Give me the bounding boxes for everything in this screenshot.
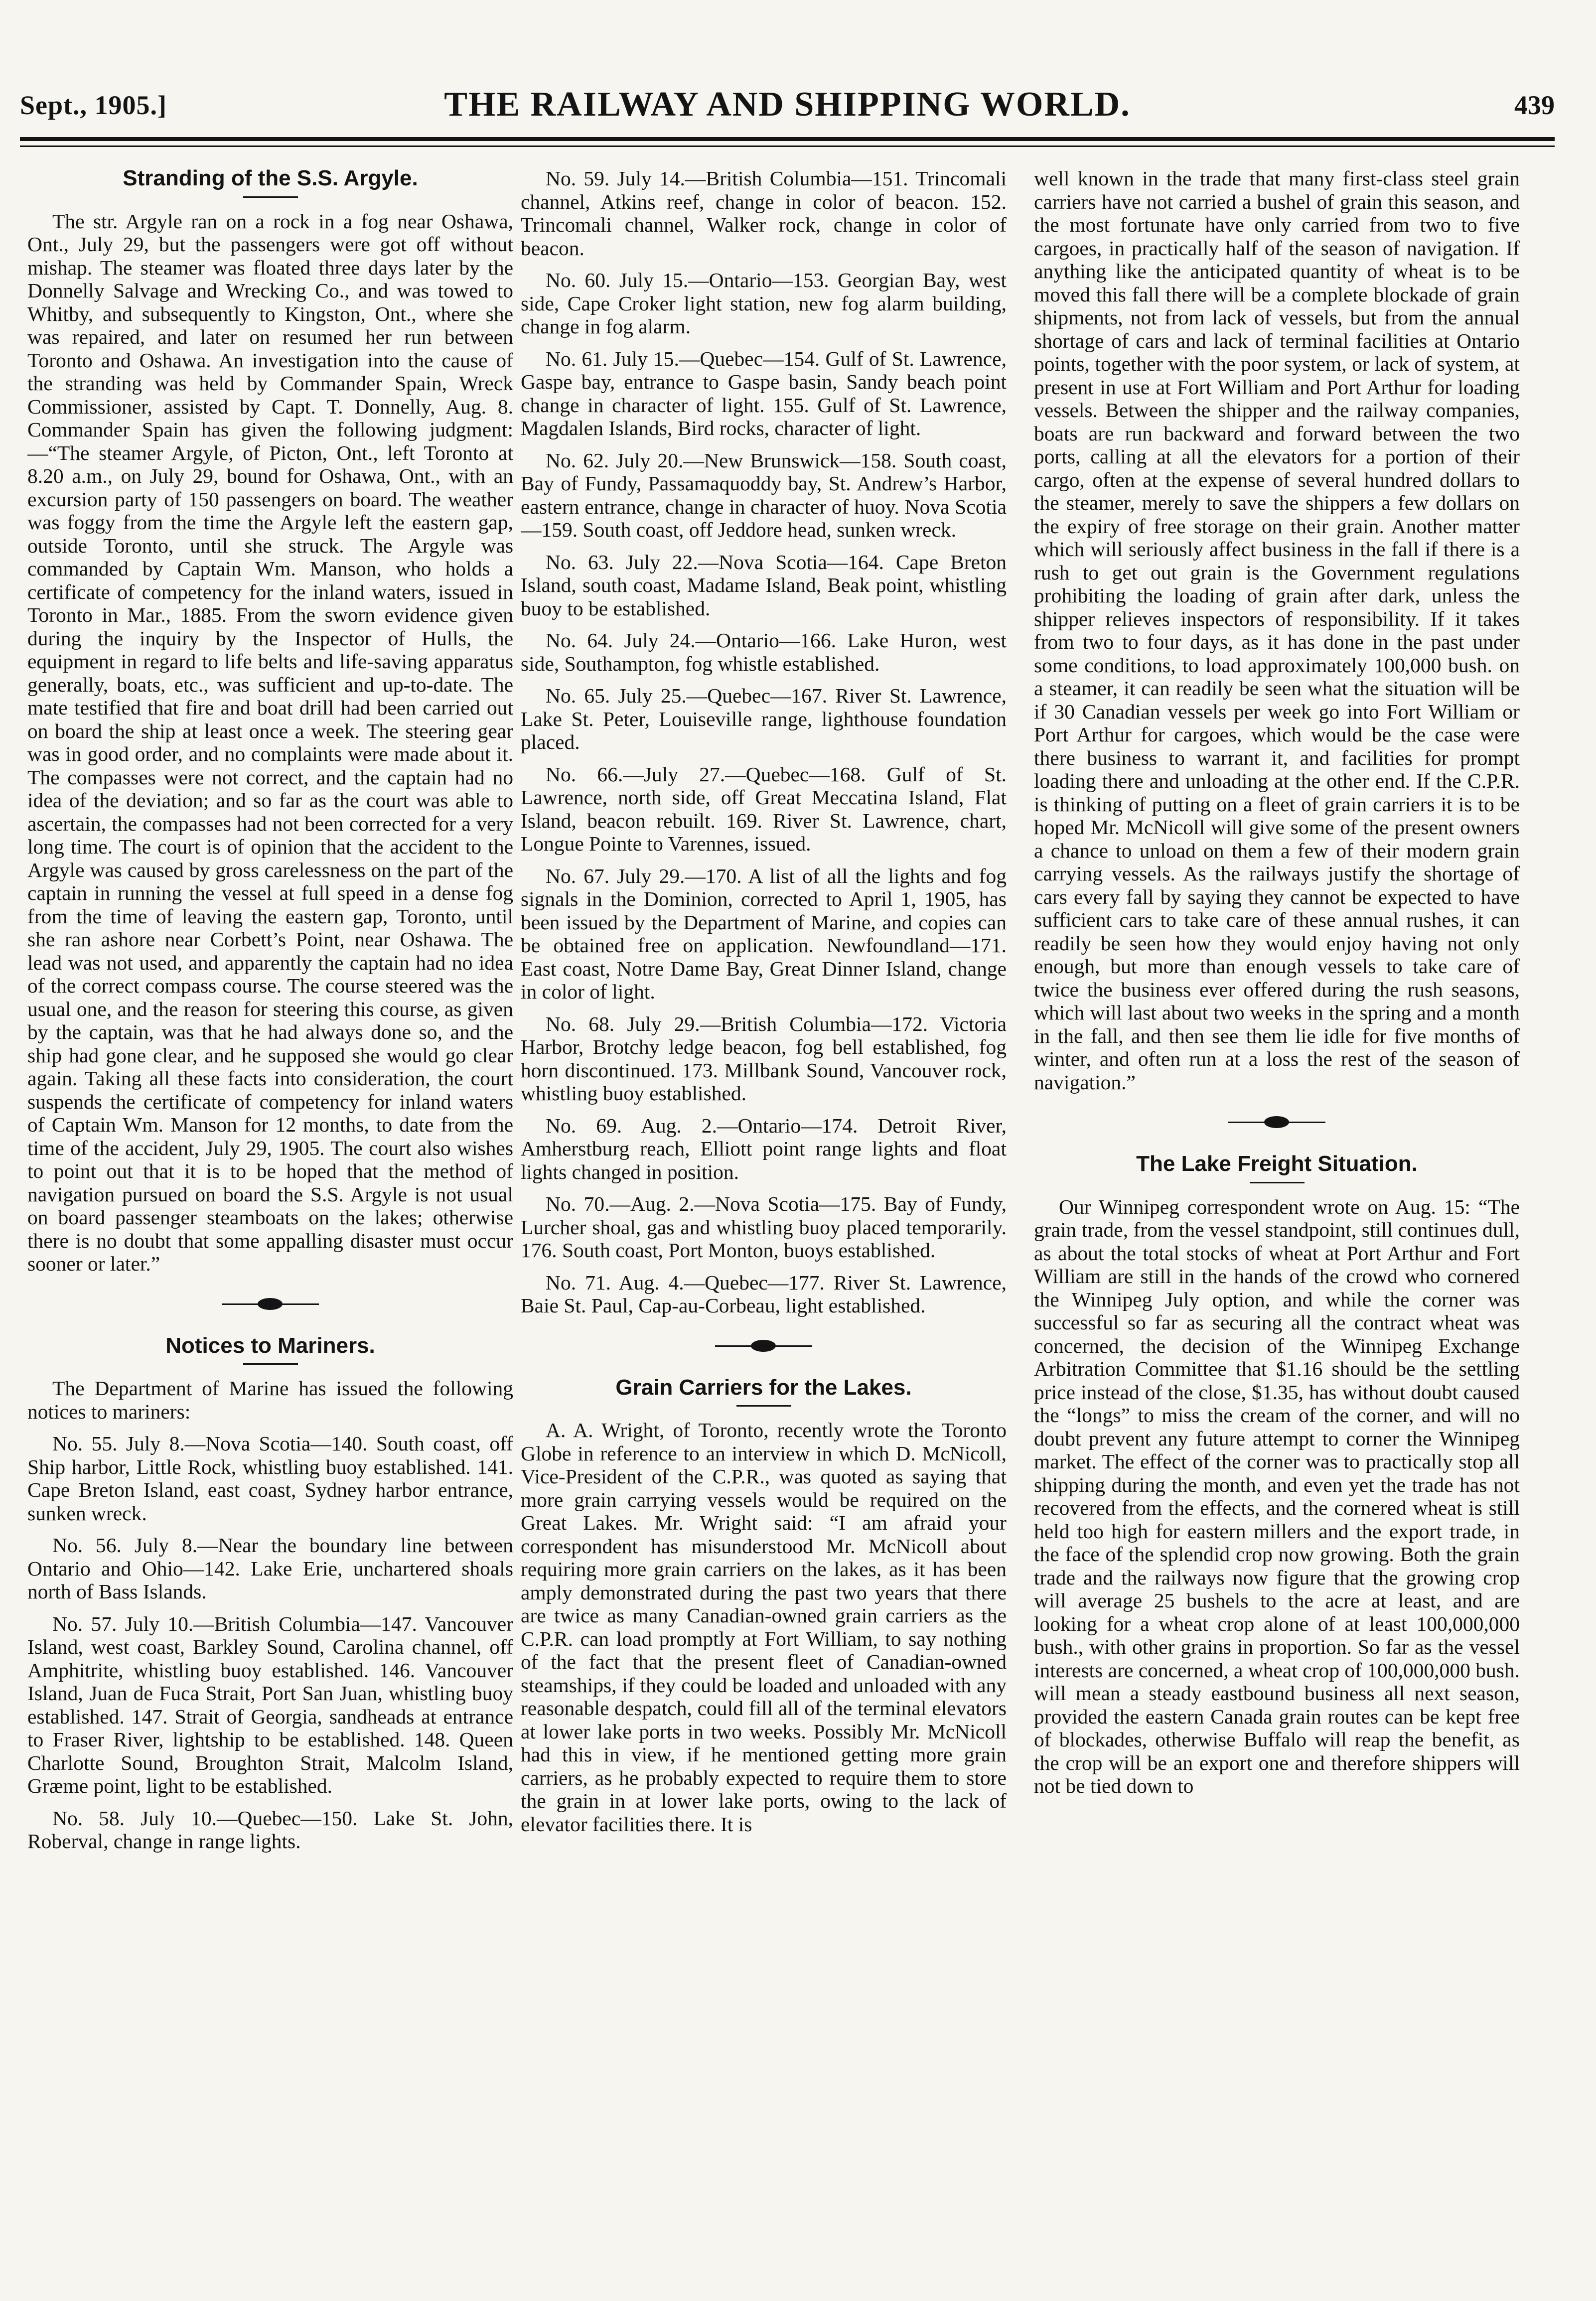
article-title-mariners: Notices to Mariners. [165,1333,375,1358]
article-divider [521,1336,1007,1356]
notice-paragraph: No. 63. July 22.—Nova Scotia—164. Cape Breton Island, south coast, Madame Island, Beak point, whistling buoy to be established. [521,550,1007,620]
column-2 [521,167,1007,2185]
notice-paragraph: No. 57. July 10.—British Columbia—147. Vancouver Island, west coast, Barkley Sound, Carolina channel, off Amphitrite, whistling buoy established. 146. Vancouver Island, Juan de Fuca Strait, Port San Juan, whistling buoy established. 147. Strait of Georgia, sandheads at entrance to Fraser River, lightship to be established. 148. Queen Charlotte Sound, Broughton Strait, Malcolm Island, Græme point, light to be established. [27,1612,513,1797]
title-rule [1250,1182,1305,1183]
article-paragraph: A. A. Wright, of Toronto, recently wrote the Toronto Globe in reference to an interview in which D. McNicoll, Vice-President of the C.P.R., was quoted as saying that more grain carrying vessels would be required on the Great Lakes. Mr. Wright said: “I am afraid your correspondent has misunderstood Mr. McNicoll about requiring more grain carriers on the lakes, as it has been amply demonstrated during the past two years that there are twice as many Canadian-owned grain carriers as the C.P.R. can load promptly at Fort William, to say nothing of the fact that the present fleet of Canadian-owned steamships, if they could be loaded and unloaded with any reasonable despatch, could fill all of the terminal elevators at lower lake ports in two weeks. Possibly Mr. McNicoll had this in view, if he mentioned getting more grain carriers, as he probably expected to require them to store the grain in at lower lake ports, owing to the lack of elevator facilities there. It is [521,1419,1007,1836]
header-rule-thick [20,137,1555,141]
notice-paragraph: No. 55. July 8.—Nova Scotia—140. South coast, off Ship harbor, Little Rock, whistling buoy established. 141. Cape Breton Island, east coast, Sydney harbor entrance, sunken wreck. [27,1432,513,1525]
notice-paragraph: No. 68. July 29.—British Columbia—172. Victoria Harbor, Brotchy ledge beacon, fog bell established, fog horn discontinued. 173. Millbank Sound, Vancouver rock, whistling buoy established. [521,1012,1007,1105]
notice-paragraph: No. 71. Aug. 4.—Quebec—177. River St. Lawrence, Baie St. Paul, Cap-au-Corbeau, light established. [521,1271,1007,1317]
page-number: 439 [1514,90,1555,120]
notice-paragraph: No. 65. July 25.—Quebec—167. River St. Lawrence, Lake St. Peter, Louiseville range, lighthouse foundation placed. [521,684,1007,753]
title-rule [243,196,298,198]
page-header [20,85,1555,135]
article-title-argyle: Stranding of the S.S. Argyle. [123,167,418,190]
notice-paragraph: No. 56. July 8.—Near the boundary line between Ontario and Ohio—142. Lake Erie, unchartered shoals north of Bass Islands. [27,1534,513,1603]
notice-paragraph: No. 61. July 15.—Quebec—154. Gulf of St. Lawrence, Gaspe bay, entrance to Gaspe basin, Sandy beach point change in character of light. 155. Gulf of St. Lawrence, Magdalen Islands, Bird rocks, character of light. [521,347,1007,439]
notice-paragraph: No. 60. July 15.—Ontario—153. Georgian Bay, west side, Cape Croker light station, new fog alarm building, change in fog alarm. [521,269,1007,338]
notice-paragraph: No. 59. July 14.—British Columbia—151. Trincomali channel, Atkins reef, change in color of beacon. 152. Trincomali channel, Walker rock, change in color of beacon. [521,167,1007,260]
article-paragraph: Our Winnipeg correspondent wrote on Aug. 15: “The grain trade, from the vessel standpoint, still continues dull, as about the total stocks of wheat at Port Arthur and Fort William are still in the hands of the crowd who cornered the Winnipeg July option, and while the corner was successful so far as securing all the contract wheat was concerned, the decision of the Winnipeg Exchange Arbitration Committee that $1.16 should be the settling price instead of the close, $1.35, has without doubt caused the “longs” to miss the cream of the corner, and will no doubt prevent any future attempt to corner the Winnipeg market. The effect of the corner was to practically stop all shipping during the month, and even yet the trade has not recovered from the effects, and the cornered wheat is still held too high for eastern millers and the export trade, in the face of the splendid crop now growing. Both the grain trade and the railways now figure that the growing crop will average 25 bushels to the acre at least, and are looking for a wheat crop alone of at least 100,000,000 bush., with other grains in proportion. So far as the vessel interests are concerned, a wheat crop of 100,000,000 bush. will mean a steady eastbound business all next season, provided the eastern Canada grain routes can be kept free of blockades, otherwise Buffalo will reap the benefit, as the crop will be an export one and therefore shippers will not be tied down to [1034,1195,1520,1797]
notice-paragraph: No. 58. July 10.—Quebec—150. Lake St. John, Roberval, change in range lights. [27,1806,513,1853]
notice-paragraph: No. 67. July 29.—170. A list of all the lights and fog signals in the Dominion, corrected to April 1, 1905, has been issued by the Department of Marine, and copies can be obtained free on application. Newfoundland—171. East coast, Notre Dame Bay, Great Dinner Island, change in color of light. [521,864,1007,1003]
column-3 [1034,167,1520,2185]
article-divider [27,1294,513,1314]
title-rule [243,1363,298,1365]
notice-paragraph: No. 66.—July 27.—Quebec—168. Gulf of St. Lawrence, north side, off Great Meccatina Island, Flat Island, beacon rebuilt. 169. River St. Lawrence, chart, Longue Pointe to Varennes, issued. [521,762,1007,855]
header-date: Sept., 1905.] [20,90,167,120]
article-title-grain: Grain Carriers for the Lakes. [615,1375,912,1400]
notice-paragraph: No. 69. Aug. 2.—Ontario—174. Detroit River, Amherstburg reach, Elliott point range lights and float lights changed in position. [521,1114,1007,1183]
publication-title: THE RAILWAY AND SHIPPING WORLD. [444,85,1131,124]
header-rule-thin [20,145,1555,147]
article-divider [1034,1113,1520,1133]
article-paragraph: The str. Argyle ran on a rock in a fog near Oshawa, Ont., July 29, but the passengers were got off without mishap. The steamer was floated three days later by the Donnelly Salvage and Wrecking Co., and was towed to Whitby, and subsequently to Kingston, Ont., where she was repaired, and later on resumed her run between Toronto and Oshawa. An investigation into the cause of the stranding was held by Commander Spain, Wreck Commissioner, assisted by Capt. T. Donnelly, Aug. 8. Commander Spain has given the following judgment:—“The steamer Argyle, of Picton, Ont., left Toronto at 8.20 a.m., on July 29, bound for Oshawa, Ont., with an excursion party of 150 passengers on board. The weather was foggy from the time the Argyle left the eastern gap, outside Toronto, until she struck. The Argyle was commanded by Captain Wm. Manson, who holds a certificate of competency for the inland waters, issued in Toronto in Mar., 1885. From the sworn evidence given during the inquiry by the Inspector of Hulls, the equipment in regard to life belts and life-saving apparatus generally, boats, etc., was sufficient and up-to-date. The mate testified that fire and boat drill had been carried out on board the ship at least once a week. The steering gear was in good order, and no complaints were made about it. The compasses were not correct, and the captain had no idea of the deviation; and so far as the court was able to ascertain, the compasses had not been corrected for a very long time. The court is of opinion that the accident to the Argyle was caused by gross carelessness on the part of the captain in running the vessel at full speed in a dense fog from the time of leaving the eastern gap, Toronto, until she ran ashore near Corbett’s Point, near Oshawa. The lead was not used, and apparently the captain had no idea of the correct compass course. The course steered was the usual one, and the reason for steering this course, as given by the captain, was that he had always done so, and the ship had gone clear, and he supposed she would go clear again. Taking all these facts into consideration, the court suspends the certificate of competency for inland waters of Captain Wm. Manson for 12 months, to date from the time of the accident, July 29, 1905. The court also wishes to point out that it is to be hoped that the method of navigation pursued on board the S.S. Argyle is not usual on board passenger steamboats on the lakes; otherwise there is no doubt that some appalling disaster must occur sooner or later.” [27,209,513,1275]
article-paragraph-continued: well known in the trade that many first-class steel grain carriers have not carried a bushel of grain this season, and the most fortunate have only carried from two to five cargoes, in practically half of the season of navigation. If anything like the anticipated quantity of wheat is to be moved this fall there will be a complete blockade of grain shipments, not from lack of vessels, but from the annual shortage of cars and lack of terminal facilities at Ontario points, together with the poor system, or lack of system, at present in use at Fort William and Port Arthur for loading vessels. Between the shipper and the railway companies, boats are run backward and forward between the two ports, calling at all the elevators for a portion of their cargo, often at the expense of several hundred dollars to the steamer, merely to save the shippers a few dollars on the expiry of free storage on their grain. Another matter which will seriously affect business in the fall if there is a rush to get out grain is the Government regulations prohibiting the loading of grain after dark, unless the shipper relieves inspectors of responsibility. If it takes from two to four days, as it has done in the past under some conditions, to load approximately 100,000 bush. on a steamer, it can readily be seen what the situation will be if 30 Canadian vessels per week go into Fort William or Port Arthur for cargoes, which would be the case were there business to warrant it, and facilities for prompt loading there and unloading at the other end. If the C.P.R. is thinking of putting on a fleet of grain carriers it is to be hoped Mr. McNicoll will give some of the present owners a chance to unload on them a few of their modern grain carrying vessels. As the railways justify the shortage of cars every fall by saying they cannot be expected to have sufficient cars to take care of these annual rushes, it can readily be seen how they would enjoy having not only enough, but more than enough vessels to take care of twice the business ever offered during the rush seasons, which will last about two weeks in the spring and a month in the fall, and then see them lie idle for five months of winter, and often run at a loss the rest of the season of navigation.” [1034,167,1520,1094]
title-rule [736,1405,791,1407]
article-paragraph: The Department of Marine has issued the following notices to mariners: [27,1377,513,1423]
notice-paragraph: No. 62. July 20.—New Brunswick—158. South coast, Bay of Fundy, Passamaquoddy bay, St. Andrew’s Harbor, eastern entrance, change in character of huoy. Nova Scotia—159. South coast, off Jeddore head, sunken wreck. [521,448,1007,541]
article-title-freight: The Lake Freight Situation. [1136,1151,1418,1176]
notice-paragraph: No. 70.—Aug. 2.—Nova Scotia—175. Bay of Fundy, Lurcher shoal, gas and whistling buoy placed temporarily. 176. South coast, Port Monton, buoys established. [521,1192,1007,1262]
notice-paragraph: No. 64. July 24.—Ontario—166. Lake Huron, west side, Southampton, fog whistle established. [521,629,1007,675]
column-1 [27,167,513,2185]
